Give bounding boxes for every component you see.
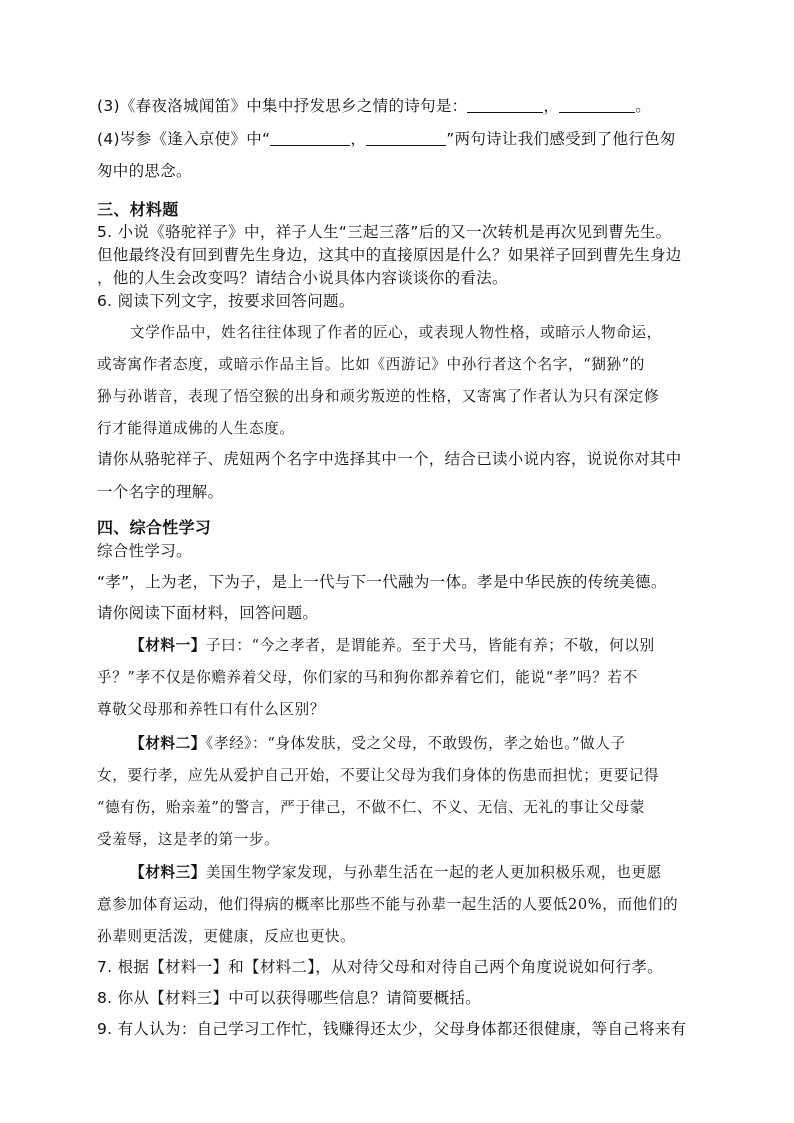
material-3-line2: 意参加体育运动，他们得病的概率比那些不能与孙辈一起生活的人要低20%，而他们的 [97,896,679,913]
section-3-title: 三、材料题 [97,200,179,219]
q5-line3: ，他的人生会改变吗？请结合小说具体内容谈谈你的看法。 [97,269,508,287]
material-1-line3: 尊敬父母那和养牲口有什么区别？ [97,701,325,718]
passage-line3: 狲与孙谐音，表现了悟空猴的出身和顽劣叛逆的性格，又寄寓了作者认为只有深定修 [97,388,660,405]
q4-sep: ， [350,130,367,148]
passage-line2: 或寄寓作者态度，或暗示作品主旨。比如《西游记》中孙行者这个名字，“猢狲”的 [97,356,645,373]
question-7: 7. 根据【材料一】和【材料二】，从对待父母和对待自己两个角度说说如何行孝。 [97,958,663,976]
q4-suffix: ”两句诗让我们感受到了他行色匆 [446,130,676,148]
q4-prefix: (4)岑参《逢入京使》中“ [97,130,271,148]
q5-line1: 5. 小说《骆驼祥子》中，祥子人生“三起三落”后的又一次转机是再次见到曹先生。 [97,223,672,241]
material-3-line1 [130,863,662,883]
material-2-label: 【材料二】 [130,735,206,752]
question-8: 8. 你从【材料三】中可以获得哪些信息？请简要概括。 [97,989,482,1007]
question-9: 9. 有人认为：自己学习工作忙，钱赚得还太少，父母身体都还很健康，等自己将来有 [97,1020,687,1038]
q6-req-line1: 请你从骆驼祥子、虎妞两个名字中选择其中一个，结合已读小说内容，说说你对其中 [97,450,682,468]
q3-end: 。 [635,97,652,115]
material-1-line1 [130,636,655,656]
q6-req-line2: 一个名字的理解。 [97,483,224,501]
question-3 [97,96,651,116]
q3-sep: ， [543,97,560,115]
material-1-label: 【材料一】 [130,637,206,654]
answer-blank-4[interactable] [366,131,446,146]
section-4-title: 四、综合性学习 [97,518,212,537]
material-2-line4: 受羞辱，这是孝的第一步。 [97,831,280,848]
q3-prefix: (3)《春夜洛城闻笛》中集中抒发思乡之情的诗句是： [97,97,468,115]
material-2-line1 [130,734,626,754]
m2-text-1: 《孝经》：“身体发肤，受之父母，不敢毁伤，孝之始也。”做人子 [205,735,626,752]
answer-blank-2[interactable] [559,98,635,113]
material-2-line3: “德有伤，贻亲羞”的警言，严于律己，不做不仁、不义、无信、无礼的事让父母蒙 [97,799,645,816]
m3-text-1: 美国生物学家发现，与孙辈生活在一起的老人更加积极乐观，也更愿 [205,864,662,881]
m1-text-1: 子曰：“今之孝者，是谓能养。至于犬马，皆能有养；不敬，何以别 [205,637,655,654]
material-3-line3: 孙辈则更活泼，更健康，反应也更快。 [97,928,356,945]
section-4-subtitle: 综合性学习。 [97,542,192,560]
question-4 [97,129,676,149]
intro-line1: “孝”，上为老，下为子，是上一代与下一代融为一体。孝是中华民族的传统美德。 [97,573,667,591]
q6-line1: 6. 阅读下列文字，按要求回答问题。 [97,292,355,310]
material-3-label: 【材料三】 [130,864,206,881]
material-2-line2: 女，要行孝，应先从爱护自己开始，不要让父母为我们身体的伤患而担忧；更要记得 [97,767,660,784]
q5-line2: 但他最终没有回到曹先生身边，这其中的直接原因是什么？如果祥子回到曹先生身边 [97,246,682,264]
passage-line4: 行才能得道成佛的人生态度。 [97,420,295,437]
q4-line2: 匆中的思念。 [97,162,192,180]
answer-blank-3[interactable] [270,131,350,146]
answer-blank-1[interactable] [467,98,543,113]
intro-line2: 请你阅读下面材料，回答问题。 [97,604,319,622]
material-1-line2: 乎？”孝不仅是你赡养着父母，你们家的马和狗你都养着它们，能说“孝”吗？若不 [97,669,638,686]
passage-line1: 文学作品中，姓名往往体现了作者的匠心，或表现人物性格，或暗示人物命运， [130,324,662,341]
